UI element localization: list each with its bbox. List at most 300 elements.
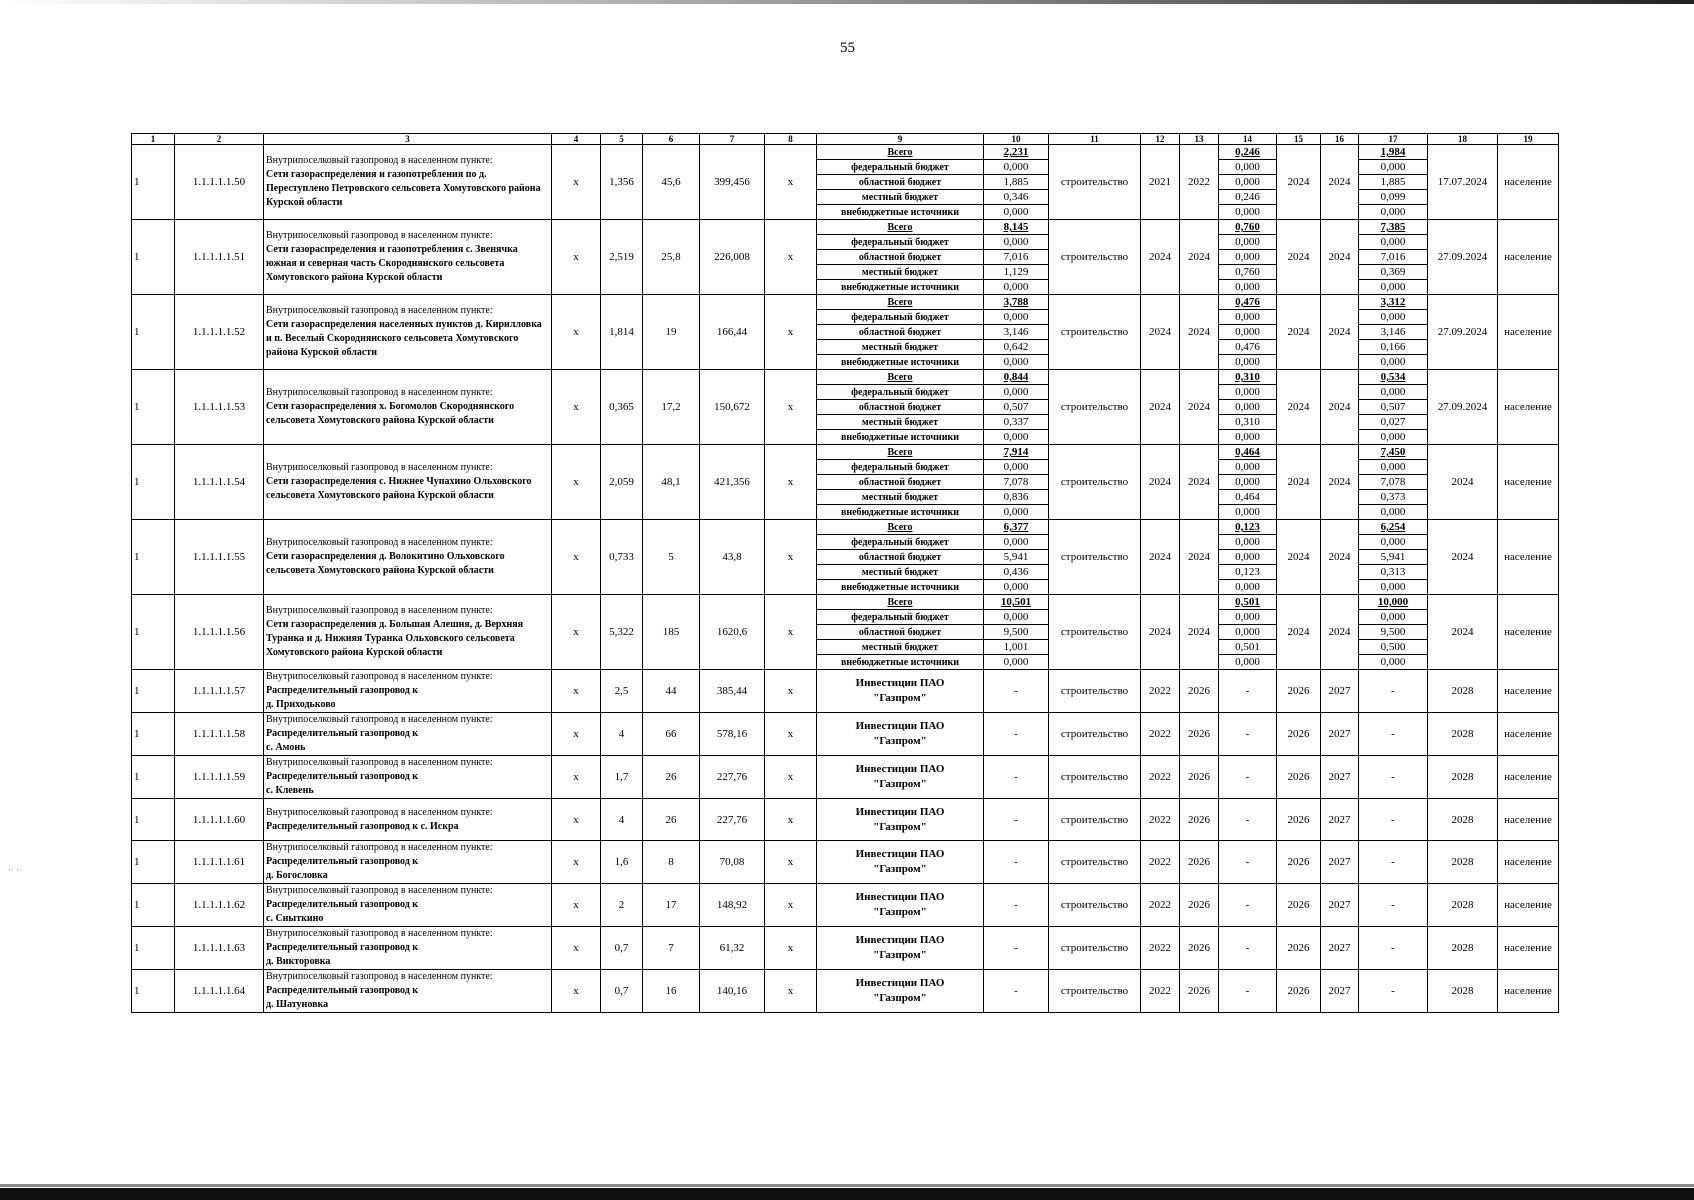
amount-cell: 0,000 bbox=[984, 460, 1049, 475]
year-start-cell: 2021 bbox=[1141, 145, 1180, 220]
beneficiary-cell: население bbox=[1498, 220, 1559, 295]
amount-cell: 3,146 bbox=[984, 325, 1049, 340]
col4-cell: х bbox=[552, 756, 601, 799]
row-level-cell: 1 bbox=[132, 520, 175, 595]
row-code-cell: 1.1.1.1.1.51 bbox=[175, 220, 264, 295]
year-cell: 2024 bbox=[1277, 145, 1321, 220]
col7-cell: 140,16 bbox=[700, 970, 765, 1013]
year-end-cell: 2026 bbox=[1180, 927, 1219, 970]
year-start-cell: 2022 bbox=[1141, 799, 1180, 841]
row-code-cell: 1.1.1.1.1.52 bbox=[175, 295, 264, 370]
amount-cell: 0,000 bbox=[1359, 505, 1428, 520]
scan-artifact: ·· ·· bbox=[8, 865, 23, 875]
amount-cell: 0,000 bbox=[1219, 325, 1277, 340]
beneficiary-cell: население bbox=[1498, 841, 1559, 884]
investment-line-1: Инвестиции ПАО bbox=[855, 977, 945, 989]
work-type-cell: строительство bbox=[1049, 295, 1141, 370]
amount-cell: 7,078 bbox=[984, 475, 1049, 490]
col8-cell: х bbox=[765, 713, 817, 756]
description-place: с. Сныткино bbox=[266, 913, 324, 924]
amount-cell: 0,507 bbox=[984, 400, 1049, 415]
description-object: Сети газораспределения д. Большая Алешня, д. Верхняя Туранка и д. Нижняя Туранка Ольховского сельсовета Хомутовского района Курской области bbox=[266, 619, 524, 658]
amount-cell: 0,534 bbox=[1359, 370, 1428, 385]
col6-cell: 48,1 bbox=[643, 445, 700, 520]
year-cell: 2026 bbox=[1277, 670, 1321, 713]
year-start-cell: 2022 bbox=[1141, 841, 1180, 884]
funding-source-cell: местный бюджет bbox=[817, 565, 984, 580]
amount-cell: 10,501 bbox=[984, 595, 1049, 610]
funding-source-cell bbox=[817, 756, 984, 799]
amount-cell: 0,436 bbox=[984, 565, 1049, 580]
date-cell: 27.09.2024 bbox=[1428, 220, 1498, 295]
amount-cell: - bbox=[1359, 756, 1428, 799]
funding-source-cell: Всего bbox=[817, 520, 984, 535]
col8-cell: х bbox=[765, 970, 817, 1013]
column-header-17: 17 bbox=[1359, 134, 1428, 145]
amount-cell: 0,464 bbox=[1219, 445, 1277, 460]
amount-cell: 3,312 bbox=[1359, 295, 1428, 310]
date-cell: 2028 bbox=[1428, 713, 1498, 756]
investment-line-2: "Газпром" bbox=[873, 820, 927, 833]
year-start-cell: 2022 bbox=[1141, 713, 1180, 756]
year-cell: 2024 bbox=[1277, 220, 1321, 295]
col7-cell: 421,356 bbox=[700, 445, 765, 520]
investment-line-2: "Газпром" bbox=[873, 949, 927, 961]
date-cell: 17.07.2024 bbox=[1428, 145, 1498, 220]
column-header-11: 11 bbox=[1049, 134, 1141, 145]
object-description-cell bbox=[264, 145, 552, 220]
description-object: Сети газораспределения и газопотребления по д. Переступлено Петровского сельсовета Хомутовского района Курской области bbox=[266, 169, 541, 208]
column-header-16: 16 bbox=[1321, 134, 1359, 145]
amount-cell: 1,001 bbox=[984, 640, 1049, 655]
year-end-cell: 2026 bbox=[1180, 756, 1219, 799]
length-cell: 2,519 bbox=[601, 220, 643, 295]
investment-line-2: "Газпром" bbox=[873, 735, 927, 747]
amount-cell: 1,885 bbox=[1359, 175, 1428, 190]
column-header-9: 9 bbox=[817, 134, 984, 145]
description-lead: Внутрипоселковый газопровод в населенном пункте: bbox=[266, 806, 493, 818]
funding-source-cell bbox=[817, 670, 984, 713]
year-cell: 2024 bbox=[1321, 145, 1359, 220]
date-cell: 2028 bbox=[1428, 970, 1498, 1013]
row-code-cell: 1.1.1.1.1.61 bbox=[175, 841, 264, 884]
amount-cell: 0,000 bbox=[1219, 280, 1277, 295]
amount-cell: - bbox=[984, 756, 1049, 799]
amount-cell: 0,000 bbox=[1219, 550, 1277, 565]
amount-cell: - bbox=[1359, 841, 1428, 884]
funding-source-cell: местный бюджет bbox=[817, 265, 984, 280]
amount-cell: - bbox=[1359, 884, 1428, 927]
investment-line-1: Инвестиции ПАО bbox=[855, 891, 945, 903]
table-row bbox=[132, 445, 1559, 460]
description-lead: Внутрипоселковый газопровод в населенном пункте: bbox=[266, 714, 493, 725]
amount-cell: 7,385 bbox=[1359, 220, 1428, 235]
col7-cell: 578,16 bbox=[700, 713, 765, 756]
description-lead: Внутрипоселковый газопровод в населенном пункте: bbox=[266, 757, 493, 768]
investment-line-1: Инвестиции ПАО bbox=[855, 805, 945, 818]
funding-source-cell: федеральный бюджет bbox=[817, 235, 984, 250]
year-end-cell: 2024 bbox=[1180, 220, 1219, 295]
work-type-cell: строительство bbox=[1049, 220, 1141, 295]
funding-source-cell: местный бюджет bbox=[817, 490, 984, 505]
col8-cell: х bbox=[765, 756, 817, 799]
col4-cell: х bbox=[552, 799, 601, 841]
amount-cell: - bbox=[984, 799, 1049, 841]
amount-cell: - bbox=[984, 670, 1049, 713]
beneficiary-cell: население bbox=[1498, 445, 1559, 520]
investment-line-2: "Газпром" bbox=[873, 992, 927, 1004]
work-type-cell: строительство bbox=[1049, 970, 1141, 1013]
amount-cell: 7,078 bbox=[1359, 475, 1428, 490]
amount-cell: 0,836 bbox=[984, 490, 1049, 505]
year-cell: 2026 bbox=[1277, 756, 1321, 799]
investment-line-1: Инвестиции ПАО bbox=[855, 848, 945, 860]
description-lead: Внутрипоселковый газопровод в населенном пункте: bbox=[266, 537, 493, 548]
work-type-cell: строительство bbox=[1049, 520, 1141, 595]
table-row bbox=[132, 370, 1559, 385]
col7-cell: 227,76 bbox=[700, 799, 765, 841]
column-number-header bbox=[132, 134, 1559, 145]
amount-cell: 0,310 bbox=[1219, 415, 1277, 430]
funding-source-cell: областной бюджет bbox=[817, 250, 984, 265]
year-cell: 2026 bbox=[1277, 970, 1321, 1013]
amount-cell: 0,000 bbox=[1359, 655, 1428, 670]
amount-cell: 0,166 bbox=[1359, 340, 1428, 355]
amount-cell: 0,369 bbox=[1359, 265, 1428, 280]
work-type-cell: строительство bbox=[1049, 370, 1141, 445]
row-code-cell: 1.1.1.1.1.62 bbox=[175, 884, 264, 927]
amount-cell: 0,000 bbox=[1219, 535, 1277, 550]
description-object: Распределительный газопровод к bbox=[266, 985, 419, 996]
year-end-cell: 2024 bbox=[1180, 595, 1219, 670]
year-cell: 2026 bbox=[1277, 713, 1321, 756]
year-cell: 2027 bbox=[1321, 670, 1359, 713]
col8-cell: х bbox=[765, 799, 817, 841]
funding-source-cell: федеральный бюджет bbox=[817, 535, 984, 550]
work-type-cell: строительство bbox=[1049, 884, 1141, 927]
investment-line-2: "Газпром" bbox=[873, 906, 927, 918]
description-lead: Внутрипоселковый газопровод в населенном пункте: bbox=[266, 605, 493, 616]
amount-cell: 0,000 bbox=[984, 610, 1049, 625]
length-cell: 4 bbox=[601, 799, 643, 841]
work-type-cell: строительство bbox=[1049, 670, 1141, 713]
col4-cell: х bbox=[552, 841, 601, 884]
year-end-cell: 2026 bbox=[1180, 799, 1219, 841]
funding-source-cell: областной бюджет bbox=[817, 475, 984, 490]
amount-cell: 2,231 bbox=[984, 145, 1049, 160]
object-description-cell bbox=[264, 670, 552, 713]
amount-cell: 7,914 bbox=[984, 445, 1049, 460]
col4-cell: х bbox=[552, 927, 601, 970]
amount-cell: 0,000 bbox=[1219, 250, 1277, 265]
col8-cell: х bbox=[765, 520, 817, 595]
table-row bbox=[132, 295, 1559, 310]
amount-cell: 0,313 bbox=[1359, 565, 1428, 580]
year-start-cell: 2024 bbox=[1141, 370, 1180, 445]
amount-cell: 0,000 bbox=[984, 430, 1049, 445]
amount-cell: 9,500 bbox=[1359, 625, 1428, 640]
length-cell: 0,7 bbox=[601, 927, 643, 970]
funding-source-cell: областной бюджет bbox=[817, 550, 984, 565]
amount-cell: 0,000 bbox=[984, 280, 1049, 295]
beneficiary-cell: население bbox=[1498, 799, 1559, 841]
row-level-cell: 1 bbox=[132, 295, 175, 370]
col8-cell: х bbox=[765, 145, 817, 220]
description-place: с. Амонь bbox=[266, 742, 306, 753]
column-header-7: 7 bbox=[700, 134, 765, 145]
amount-cell: 0,123 bbox=[1219, 520, 1277, 535]
amount-cell: 0,000 bbox=[1219, 310, 1277, 325]
scan-edge-bottom bbox=[0, 1188, 1694, 1200]
amount-cell: 0,844 bbox=[984, 370, 1049, 385]
funding-source-cell: местный бюджет bbox=[817, 415, 984, 430]
amount-cell: - bbox=[1219, 713, 1277, 756]
amount-cell: 0,000 bbox=[1219, 625, 1277, 640]
amount-cell: 0,000 bbox=[1359, 235, 1428, 250]
funding-source-cell: областной бюджет bbox=[817, 325, 984, 340]
row-level-cell: 1 bbox=[132, 970, 175, 1013]
year-start-cell: 2024 bbox=[1141, 520, 1180, 595]
col7-cell: 227,76 bbox=[700, 756, 765, 799]
year-end-cell: 2024 bbox=[1180, 370, 1219, 445]
col8-cell: х bbox=[765, 841, 817, 884]
work-type-cell: строительство bbox=[1049, 713, 1141, 756]
object-description-cell bbox=[264, 927, 552, 970]
column-header-10: 10 bbox=[984, 134, 1049, 145]
date-cell: 2024 bbox=[1428, 520, 1498, 595]
column-header-12: 12 bbox=[1141, 134, 1180, 145]
amount-cell: 0,000 bbox=[1359, 610, 1428, 625]
column-header-18: 18 bbox=[1428, 134, 1498, 145]
funding-source-cell: федеральный бюджет bbox=[817, 310, 984, 325]
column-header-5: 5 bbox=[601, 134, 643, 145]
amount-cell: 0,000 bbox=[1219, 475, 1277, 490]
amount-cell: 5,941 bbox=[984, 550, 1049, 565]
col7-cell: 70,08 bbox=[700, 841, 765, 884]
amount-cell: - bbox=[984, 713, 1049, 756]
col6-cell: 19 bbox=[643, 295, 700, 370]
column-header-19: 19 bbox=[1498, 134, 1559, 145]
table-row bbox=[132, 799, 1559, 841]
row-level-cell: 1 bbox=[132, 445, 175, 520]
description-place: с. Клевень bbox=[266, 785, 314, 796]
amount-cell: 10,000 bbox=[1359, 595, 1428, 610]
amount-cell: 0,000 bbox=[984, 535, 1049, 550]
year-start-cell: 2024 bbox=[1141, 295, 1180, 370]
date-cell: 27.09.2024 bbox=[1428, 370, 1498, 445]
amount-cell: 0,000 bbox=[1219, 385, 1277, 400]
year-cell: 2024 bbox=[1321, 520, 1359, 595]
row-level-cell: 1 bbox=[132, 884, 175, 927]
amount-cell: - bbox=[1359, 799, 1428, 841]
table-row bbox=[132, 145, 1559, 160]
column-header-4: 4 bbox=[552, 134, 601, 145]
col7-cell: 226,008 bbox=[700, 220, 765, 295]
year-cell: 2026 bbox=[1277, 884, 1321, 927]
col7-cell: 61,32 bbox=[700, 927, 765, 970]
amount-cell: 1,885 bbox=[984, 175, 1049, 190]
amount-cell: 0,500 bbox=[1359, 640, 1428, 655]
description-lead: Внутрипоселковый газопровод в населенном пункте: bbox=[266, 928, 493, 939]
object-description-cell bbox=[264, 713, 552, 756]
description-object: Сети газораспределения населенных пунктов д. Кирилловка и п. Веселый Скороднянского сельсовета Хомутовского района Курской области bbox=[266, 319, 542, 358]
row-code-cell: 1.1.1.1.1.54 bbox=[175, 445, 264, 520]
funding-source-cell: Всего bbox=[817, 445, 984, 460]
year-end-cell: 2026 bbox=[1180, 841, 1219, 884]
year-start-cell: 2024 bbox=[1141, 445, 1180, 520]
investment-line-1: Инвестиции ПАО bbox=[855, 720, 945, 732]
description-object: Распределительный газопровод к bbox=[266, 856, 419, 867]
year-cell: 2024 bbox=[1321, 295, 1359, 370]
description-lead: Внутрипоселковый газопровод в населенном пункте: bbox=[266, 842, 493, 853]
amount-cell: 0,000 bbox=[1219, 400, 1277, 415]
year-start-cell: 2022 bbox=[1141, 970, 1180, 1013]
beneficiary-cell: население bbox=[1498, 295, 1559, 370]
amount-cell: - bbox=[1359, 970, 1428, 1013]
work-type-cell: строительство bbox=[1049, 799, 1141, 841]
table-row bbox=[132, 970, 1559, 1013]
funding-source-cell: Всего bbox=[817, 220, 984, 235]
amount-cell: 0,000 bbox=[1359, 430, 1428, 445]
beneficiary-cell: население bbox=[1498, 670, 1559, 713]
table-row bbox=[132, 520, 1559, 535]
table-row bbox=[132, 884, 1559, 927]
description-lead: Внутрипоселковый газопровод в населенном пункте: bbox=[266, 671, 493, 682]
row-code-cell: 1.1.1.1.1.55 bbox=[175, 520, 264, 595]
column-header-2: 2 bbox=[175, 134, 264, 145]
col4-cell: х bbox=[552, 670, 601, 713]
amount-cell: 0,000 bbox=[1359, 535, 1428, 550]
amount-cell: - bbox=[1219, 670, 1277, 713]
amount-cell: 1,984 bbox=[1359, 145, 1428, 160]
amount-cell: 0,246 bbox=[1219, 190, 1277, 205]
year-start-cell: 2022 bbox=[1141, 927, 1180, 970]
object-description-cell bbox=[264, 970, 552, 1013]
amount-cell: 0,000 bbox=[1359, 310, 1428, 325]
amount-cell: 8,145 bbox=[984, 220, 1049, 235]
amount-cell: 0,000 bbox=[1359, 385, 1428, 400]
year-cell: 2027 bbox=[1321, 756, 1359, 799]
column-header-14: 14 bbox=[1219, 134, 1277, 145]
amount-cell: 0,000 bbox=[984, 385, 1049, 400]
investment-line-2: "Газпром" bbox=[873, 692, 927, 704]
amount-cell: 3,788 bbox=[984, 295, 1049, 310]
length-cell: 2,5 bbox=[601, 670, 643, 713]
amount-cell: - bbox=[984, 927, 1049, 970]
year-cell: 2024 bbox=[1277, 445, 1321, 520]
year-end-cell: 2026 bbox=[1180, 884, 1219, 927]
funding-source-cell bbox=[817, 927, 984, 970]
date-cell: 2024 bbox=[1428, 445, 1498, 520]
amount-cell: - bbox=[984, 884, 1049, 927]
col6-cell: 17,2 bbox=[643, 370, 700, 445]
amount-cell: 0,000 bbox=[1359, 460, 1428, 475]
description-lead: Внутрипоселковый газопровод в населенном пункте: bbox=[266, 230, 493, 241]
length-cell: 0,733 bbox=[601, 520, 643, 595]
amount-cell: 0,000 bbox=[1219, 610, 1277, 625]
beneficiary-cell: население bbox=[1498, 595, 1559, 670]
amount-cell: 0,000 bbox=[984, 310, 1049, 325]
table-row bbox=[132, 220, 1559, 235]
work-type-cell: строительство bbox=[1049, 445, 1141, 520]
row-code-cell: 1.1.1.1.1.50 bbox=[175, 145, 264, 220]
description-object: Распределительный газопровод к bbox=[266, 728, 419, 739]
year-cell: 2024 bbox=[1277, 370, 1321, 445]
row-level-cell: 1 bbox=[132, 841, 175, 884]
object-description-cell bbox=[264, 884, 552, 927]
investment-line-1: Инвестиции ПАО bbox=[855, 763, 945, 775]
amount-cell: - bbox=[984, 970, 1049, 1013]
amount-cell: 0,373 bbox=[1359, 490, 1428, 505]
length-cell: 1,814 bbox=[601, 295, 643, 370]
amount-cell: 0,476 bbox=[1219, 340, 1277, 355]
amount-cell: 0,000 bbox=[1359, 580, 1428, 595]
funding-source-cell: федеральный бюджет bbox=[817, 610, 984, 625]
date-cell: 2028 bbox=[1428, 799, 1498, 841]
row-level-cell: 1 bbox=[132, 927, 175, 970]
col4-cell: х bbox=[552, 595, 601, 670]
funding-source-cell: Всего bbox=[817, 595, 984, 610]
year-cell: 2024 bbox=[1277, 595, 1321, 670]
year-end-cell: 2024 bbox=[1180, 295, 1219, 370]
description-object: Сети газораспределения х. Богомолов Скороднянского сельсовета Хомутовского района Курской области bbox=[266, 401, 515, 426]
funding-source-cell: федеральный бюджет bbox=[817, 160, 984, 175]
year-cell: 2024 bbox=[1321, 445, 1359, 520]
scan-edge-bottom-thin bbox=[0, 1184, 1694, 1187]
amount-cell: 0,000 bbox=[1219, 175, 1277, 190]
col8-cell: х bbox=[765, 670, 817, 713]
col7-cell: 148,92 bbox=[700, 884, 765, 927]
amount-cell: 0,464 bbox=[1219, 490, 1277, 505]
col4-cell: х bbox=[552, 884, 601, 927]
column-header-1: 1 bbox=[132, 134, 175, 145]
year-start-cell: 2022 bbox=[1141, 756, 1180, 799]
length-cell: 2,059 bbox=[601, 445, 643, 520]
description-object: Сети газораспределения с. Нижнее Чупахино Ольховского сельсовета Хомутовского района Курской области bbox=[266, 476, 532, 501]
row-level-cell: 1 bbox=[132, 145, 175, 220]
year-start-cell: 2022 bbox=[1141, 670, 1180, 713]
amount-cell: - bbox=[1219, 756, 1277, 799]
object-description-cell bbox=[264, 756, 552, 799]
amount-cell: 0,000 bbox=[984, 355, 1049, 370]
funding-source-cell: областной бюджет bbox=[817, 625, 984, 640]
col4-cell: х bbox=[552, 520, 601, 595]
length-cell: 0,365 bbox=[601, 370, 643, 445]
year-cell: 2027 bbox=[1321, 841, 1359, 884]
year-end-cell: 2024 bbox=[1180, 520, 1219, 595]
row-level-cell: 1 bbox=[132, 799, 175, 841]
col6-cell: 66 bbox=[643, 713, 700, 756]
year-cell: 2026 bbox=[1277, 799, 1321, 841]
amount-cell: 0,000 bbox=[1219, 160, 1277, 175]
amount-cell: 0,000 bbox=[984, 655, 1049, 670]
col4-cell: х bbox=[552, 295, 601, 370]
amount-cell: 0,246 bbox=[1219, 145, 1277, 160]
object-description-cell bbox=[264, 520, 552, 595]
amount-cell: 0,642 bbox=[984, 340, 1049, 355]
date-cell: 27.09.2024 bbox=[1428, 295, 1498, 370]
amount-cell: 0,000 bbox=[1219, 355, 1277, 370]
table-row bbox=[132, 841, 1559, 884]
object-description-cell bbox=[264, 445, 552, 520]
object-description-cell bbox=[264, 295, 552, 370]
year-cell: 2027 bbox=[1321, 970, 1359, 1013]
investment-line-2: "Газпром" bbox=[873, 863, 927, 875]
beneficiary-cell: население bbox=[1498, 756, 1559, 799]
year-start-cell: 2024 bbox=[1141, 220, 1180, 295]
amount-cell: 0,099 bbox=[1359, 190, 1428, 205]
work-type-cell: строительство bbox=[1049, 756, 1141, 799]
